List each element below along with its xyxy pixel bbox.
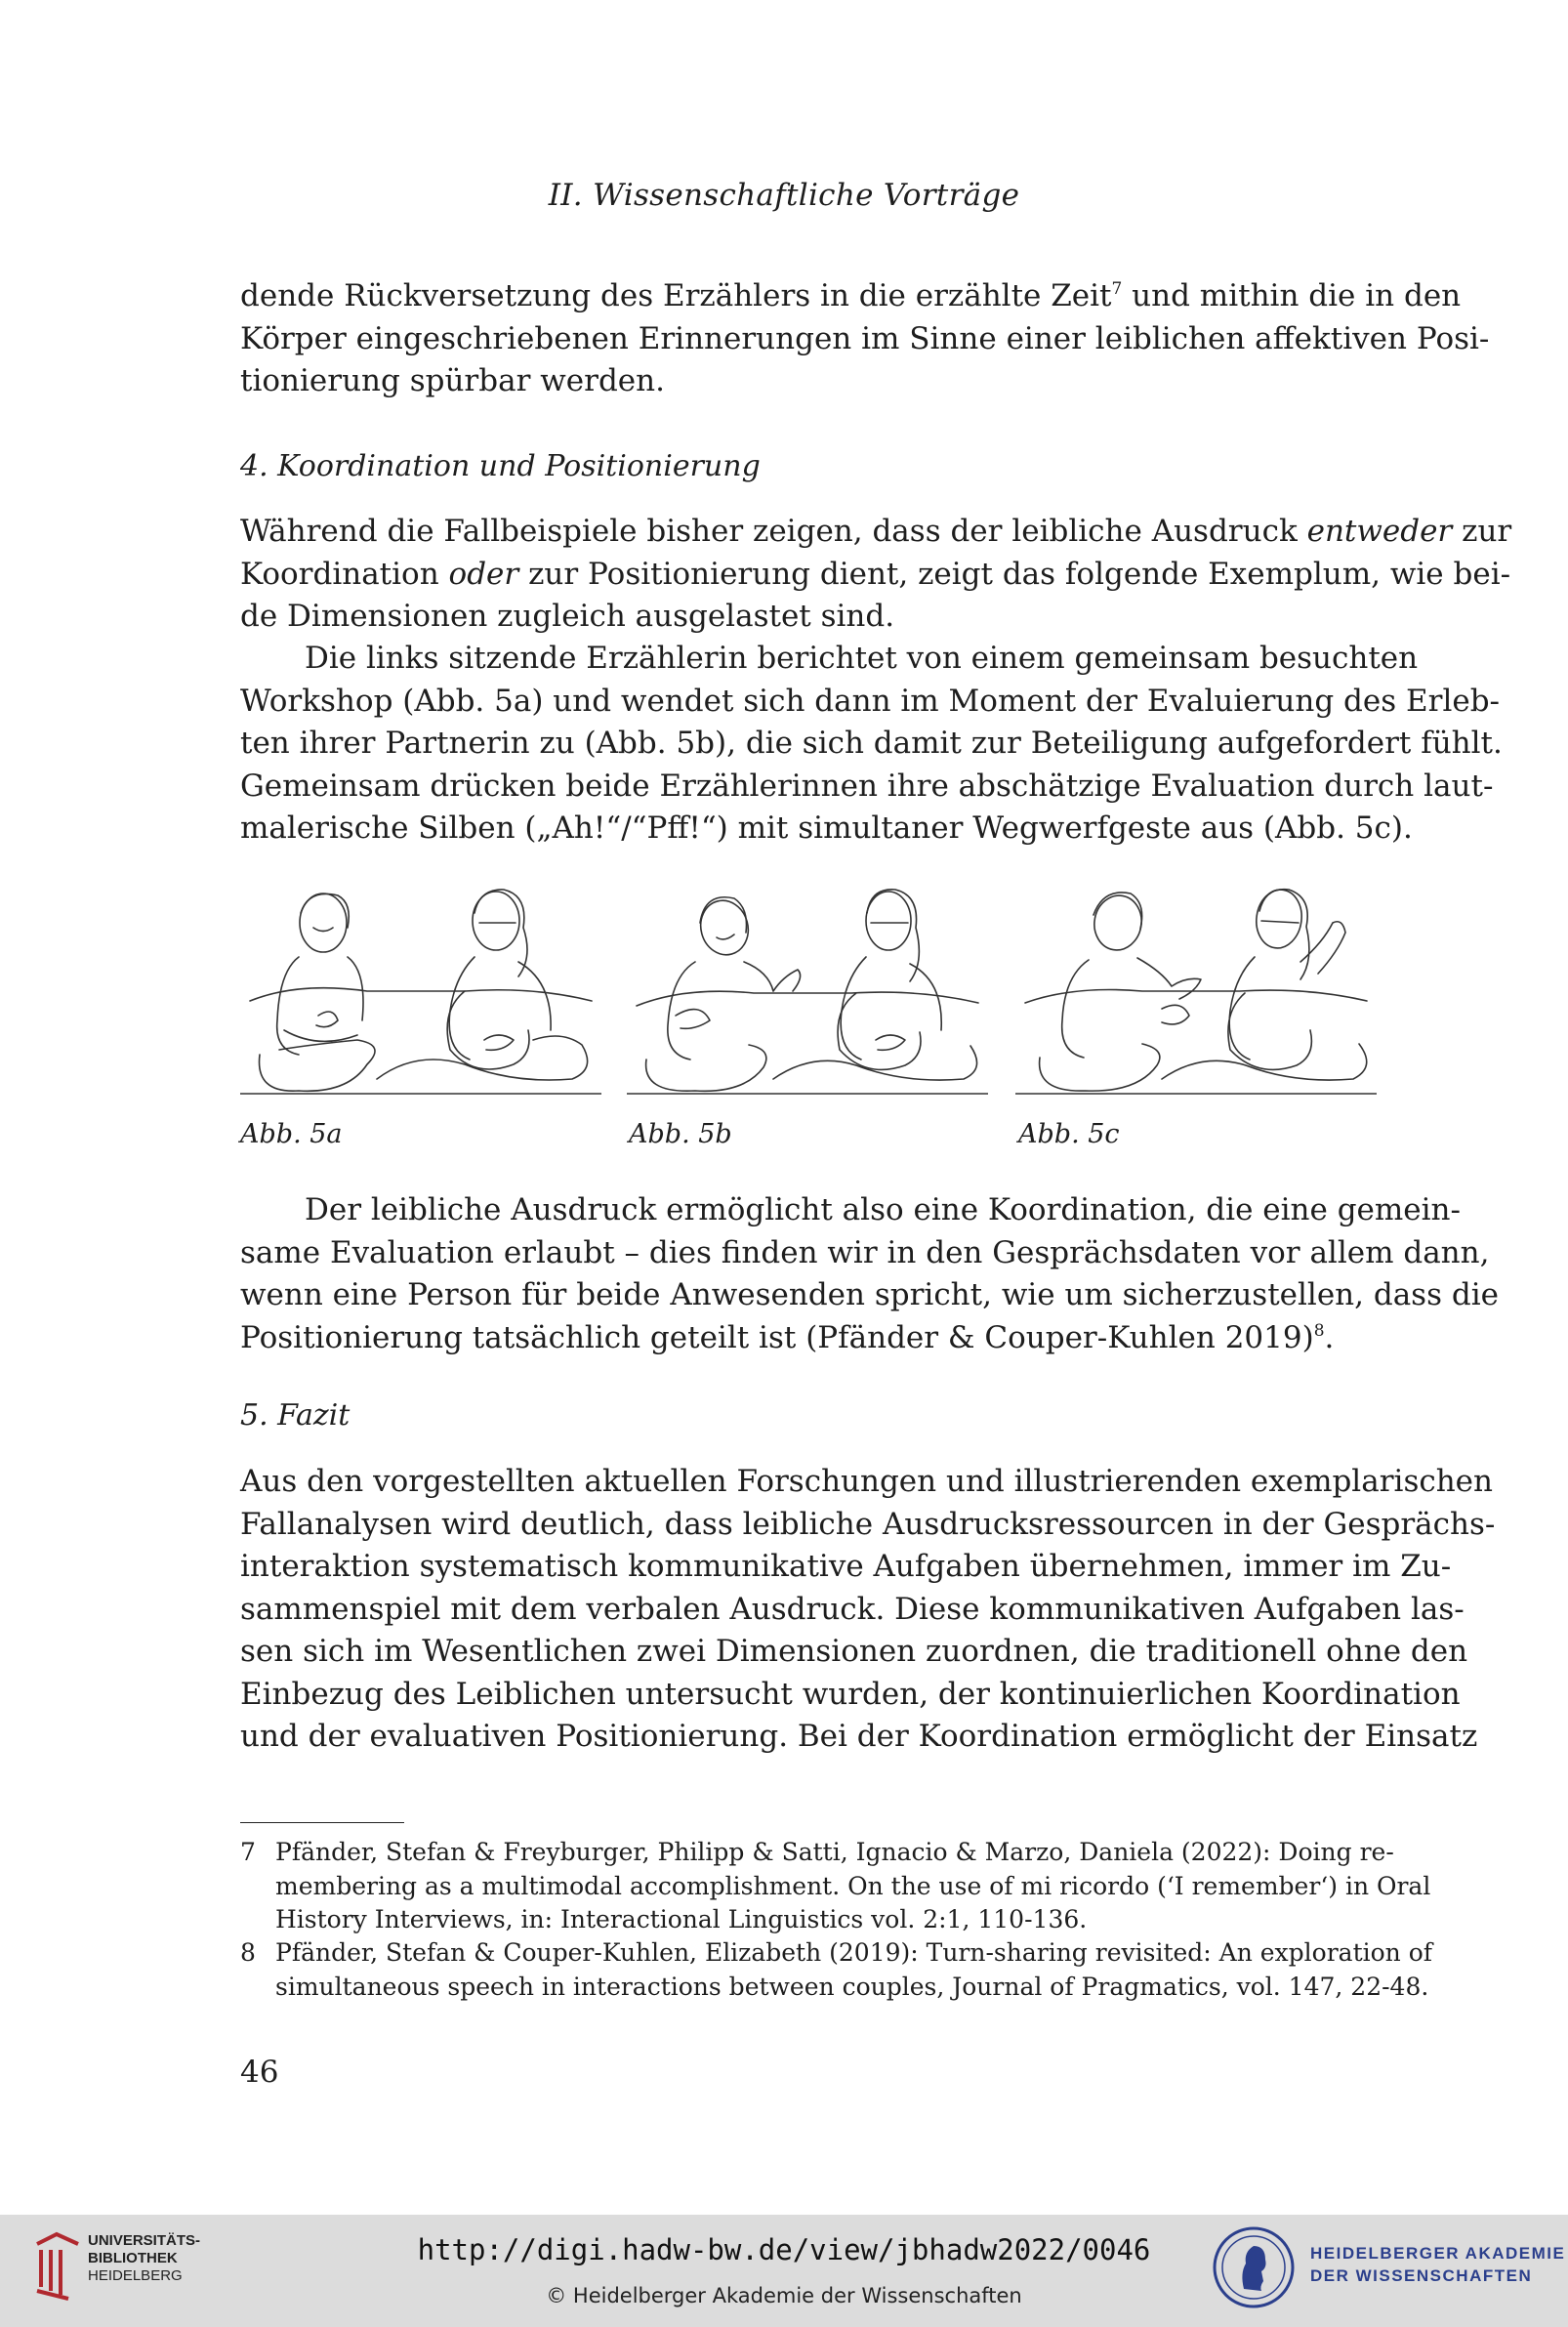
footnote-line: simultaneous speech in interactions between couples, Journal of Pragmatics, vol. 147, 22-48. [275,1972,1429,2001]
text-line: sammenspiel mit dem verbalen Ausdruck. Diese kommunikativen Aufgaben las- [240,1591,1465,1627]
paragraph [240,638,1503,851]
figure-sketch-5b [627,884,988,1108]
text-line: Positionierung tatsächlich geteilt ist (Pfänder & Couper-Kuhlen 2019)$^8$. [240,1319,1335,1355]
text-line: Gemeinsam drücken beide Erzählerinnen ihre abschätzige Evaluation durch laut- [240,768,1494,804]
paragraph [240,1461,1496,1759]
running-head: II. Wissenschaftliche Vorträge [548,178,1020,213]
footnote-number: 7 [240,1838,256,1866]
text-line: Die links sitzende Erzählerin berichtet von einem gemeinsam besuchten [305,641,1419,676]
footnote-ref[interactable]: 8 [1313,1320,1325,1341]
university-library-logo-text: UNIVERSITÄTS- BIBLIOTHEK HEIDELBERG [88,2232,201,2284]
text-line: Während die Fallbeispiele bisher zeigen, dass der leibliche Ausdruck entweder zur [240,514,1512,549]
footnote-line: Pfänder, Stefan & Freyburger, Philipp & Satti, Ignacio & Marzo, Daniela (2022): Doing re- [275,1838,1394,1866]
footnote-line: membering as a multimodal accomplishment. On the use of mi ricordo (‘I remember‘) in Oral [275,1871,1431,1900]
text-line: und der evaluativen Positionierung. Bei der Koordination ermöglicht der Einsatz [240,1719,1478,1754]
text-line: Fallanalysen wird deutlich, dass leibliche Ausdrucksressourcen in der Gesprächs- [240,1506,1496,1542]
footnote-divider [240,1822,404,1823]
text-line: same Evaluation erlaubt – dies finden wir in den Gesprächsdaten vor allem dann, [240,1234,1490,1270]
footnote-ref[interactable]: 7 [1111,279,1123,299]
paragraph-continuation [240,275,1490,403]
page-number: 46 [240,2055,279,2090]
paragraph [240,1189,1499,1359]
text-line: de Dimensionen zugleich ausgelastet sind. [240,599,895,634]
academy-logo-text: HEIDELBERGER AKADEMIE DER WISSENSCHAFTEN [1310,2244,1566,2285]
text-line: ten ihrer Partnerin zu (Abb. 5b), die sich damit zur Beteiligung aufgefordert fühlt. [240,726,1503,761]
text-line: tionierung spürbar werden. [240,363,665,398]
text-line: Einbezug des Leiblichen untersucht wurden, der kontinuierlichen Koordination [240,1676,1461,1712]
footnote-line: History Interviews, in: Interactional Linguistics vol. 2:1, 110-136. [275,1905,1088,1933]
academy-seal-icon [1211,2224,1297,2310]
text-line: sen sich im Wesentlichen zwei Dimensionen zuordnen, die traditionell ohne den [240,1634,1468,1669]
text-line: Der leibliche Ausdruck ermöglicht also eine Koordination, die eine gemein- [305,1192,1461,1227]
footnote-line: Pfänder, Stefan & Couper-Kuhlen, Elizabeth (2019): Turn-sharing revisited: An exploration of [275,1938,1433,1967]
document-url-link[interactable]: http://digi.hadw-bw.de/view/jbhadw2022/0046 [417,2233,1151,2266]
text-line: wenn eine Person für beide Anwesenden spricht, wie um sicherzustellen, dass die [240,1277,1499,1312]
text-line: Körper eingeschriebenen Erinnerungen im Sinne einer leiblichen affektiven Posi- [240,320,1490,356]
footnote [240,1936,1433,2004]
section-heading: 5. Fazit [240,1398,351,1433]
text-line: Koordination oder zur Positionierung dient, zeigt das folgende Exemplum, wie bei- [240,556,1511,592]
footnote-number: 8 [240,1938,256,1967]
text-line: Workshop (Abb. 5a) und wendet sich dann im Moment der Evaluierung des Erleb- [240,683,1501,719]
figure-sketch-5c [1015,884,1377,1108]
copyright-notice: © Heidelberger Akademie der Wissenschaften [546,2284,1022,2307]
paragraph [240,511,1512,639]
figure-sketch-5a [240,884,601,1108]
text-line: interaktion systematisch kommunikative Aufgaben übernehmen, immer im Zu- [240,1549,1452,1584]
figure-caption: Abb. 5a [240,1119,343,1149]
footnote [240,1836,1431,1937]
text-line: malerische Silben („Ah!“/“Pff!“) mit simultaner Wegwerfgeste aus (Abb. 5c). [240,810,1413,846]
text-line: Aus den vorgestellten aktuellen Forschungen und illustrierenden exemplarischen [240,1464,1493,1499]
section-heading: 4. Koordination und Positionierung [240,449,761,483]
text-line: dende Rückversetzung des Erzählers in die erzählte Zeit$^7$ und mithin die in den [240,278,1462,313]
figure-caption: Abb. 5b [629,1119,732,1149]
figure-caption: Abb. 5c [1018,1119,1120,1149]
